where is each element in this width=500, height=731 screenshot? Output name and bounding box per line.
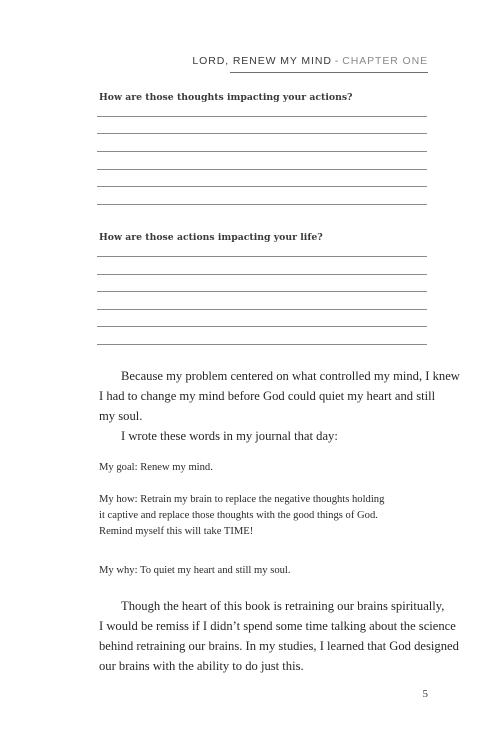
answer-line[interactable] [97, 169, 427, 170]
journal-how-line: Remind myself this will take TIME! [99, 526, 254, 537]
paragraph-line: our brains with the ability to do just this. [99, 659, 304, 673]
answer-line[interactable] [97, 151, 427, 152]
journal-how-line: My how: Retrain my brain to replace the negative thoughts holding [99, 494, 385, 505]
answer-line[interactable] [97, 133, 427, 134]
journal-how-line: it captive and replace those thoughts with the good things of God. [99, 510, 378, 521]
header-separator: - [334, 55, 340, 67]
answer-line[interactable] [97, 291, 427, 292]
body-paragraph-3 [99, 596, 459, 676]
answer-line[interactable] [97, 326, 427, 327]
paragraph-line: I would be remiss if I didn’t spend some time talking about the science [99, 619, 456, 633]
paragraph-line: Though the heart of this book is retraining our brains spiritually, [121, 599, 445, 613]
running-header [0, 53, 500, 75]
answer-line[interactable] [97, 256, 427, 257]
answer-line[interactable] [97, 186, 427, 187]
journal-why: My why: To quiet my heart and still my soul. [99, 565, 291, 576]
journal-goal: My goal: Renew my mind. [99, 462, 213, 473]
page-number: 5 [422, 688, 428, 700]
book-title: LORD, RENEW MY MIND [192, 55, 332, 67]
answer-line[interactable] [97, 204, 427, 205]
answer-line[interactable] [97, 116, 427, 117]
question-prompt-actions: How are those thoughts impacting your actions? [99, 92, 353, 103]
answer-line[interactable] [97, 309, 427, 310]
paragraph-line: behind retraining our brains. In my studies, I learned that God designed [99, 639, 459, 653]
answer-line[interactable] [97, 344, 427, 345]
header-text [192, 55, 428, 67]
answer-line[interactable] [97, 274, 427, 275]
header-rule [230, 72, 428, 73]
chapter-label: CHAPTER ONE [342, 55, 428, 67]
body-paragraph-2 [99, 426, 429, 446]
paragraph-line: I had to change my mind before God could quiet my heart and still [99, 389, 436, 403]
question-prompt-life: How are those actions impacting your life? [99, 232, 323, 243]
body-paragraph-1 [99, 366, 460, 426]
journal-how [99, 492, 384, 540]
paragraph-line: Because my problem centered on what controlled my mind, I knew [121, 369, 460, 383]
paragraph-line: my soul. [99, 409, 143, 423]
paragraph-line: I wrote these words in my journal that day: [121, 429, 338, 443]
